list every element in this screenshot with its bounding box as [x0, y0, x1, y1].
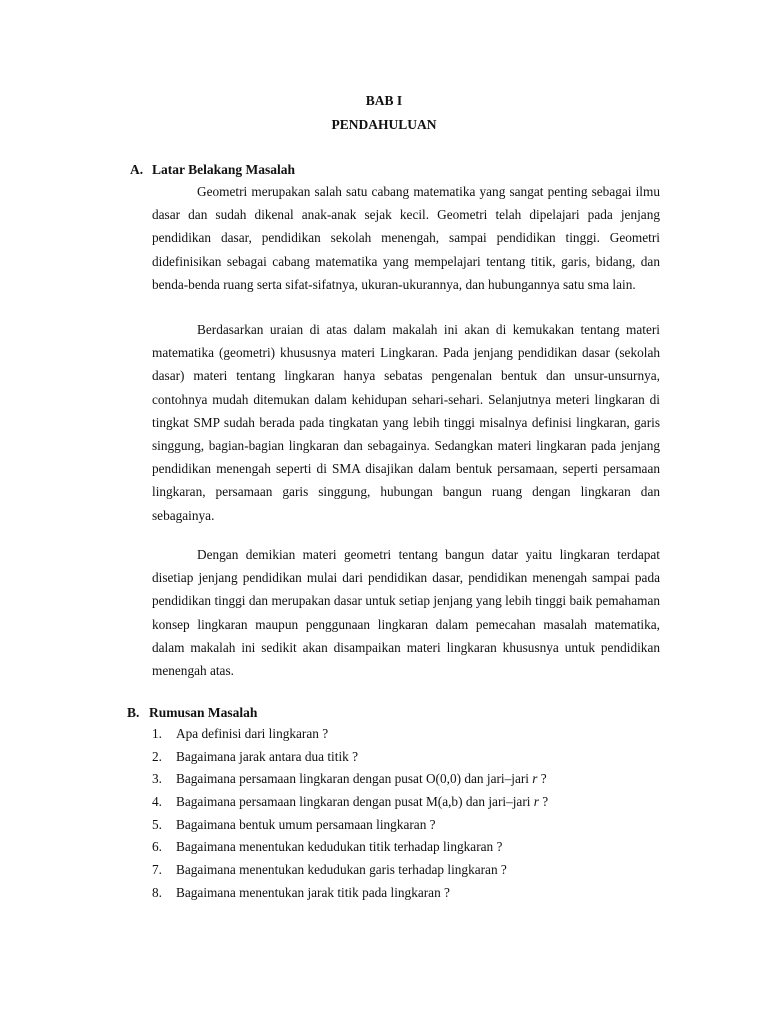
section-b-heading — [127, 705, 257, 721]
list-item-text: Bagaimana persamaan lingkaran dengan pusat O(0,0) dan jari–jari — [176, 771, 533, 787]
chapter-number: BAB I — [365, 93, 403, 108]
list-item — [152, 770, 672, 793]
list-item-number: 1. — [152, 726, 162, 741]
list-item-number: 6. — [152, 839, 162, 855]
section-b-label: B. — [127, 705, 140, 720]
list-item-end: ? — [538, 794, 549, 810]
paragraph-3: Dengan demikian materi geometri tentang bangun datar yaitu lingkaran terdapat disetiap jenjang pendidikan mulai dari pendidikan dasar, pendidikan menengah sampai pada pendidikan tinggi dan merupakan dasar untuk setiap jenjang yang lebih tinggi baik pemahaman konsep lingkaran maupun penggunaan lingkaran dalam pemecahan masalah matematika, dalam makalah ini sedikit akan disampaikan materi lingkaran khususnya untuk pendidikan menengah atas. — [152, 547, 660, 679]
list-item-variable: r — [533, 794, 539, 810]
list-item — [152, 793, 672, 816]
list-item-text: Bagaimana persamaan lingkaran dengan pusat M(a,b) dan jari–jari — [176, 794, 534, 810]
list-item-number: 2. — [152, 748, 162, 764]
list-item-number: 4. — [152, 794, 162, 810]
list-item-text: Bagaimana bentuk umum persamaan lingkaran ? — [176, 816, 436, 832]
list-item — [152, 725, 672, 748]
list-item-text: Bagaimana menentukan kedudukan garis terhadap lingkaran ? — [176, 862, 507, 878]
paragraph-2: Berdasarkan uraian di atas dalam makalah ini akan di kemukakan tentang materi matematika (geometri) khususnya materi Lingkaran. Pada jenjang pendidikan dasar (sekolah dasar) materi tentang lingkaran hanya sebatas pengenalan bentuk dan unsur-unsurnya, contohnya mudah ditemukan dalam kehidupan sehari-sehari. Selanjutnya meteri lingkaran di tingkat SMP sudah berada pada tingkatan yang lebih tinggi misalnya definisi lingkaran, garis singgung, bagian-bagian lingkaran dan sebagainya. Sedangkan materi lingkaran pada jenjang pendidikan menengah seperti di SMA disajikan dalam bentuk persamaan, seperti persamaan lingkaran, persamaan garis singgung, hubungan bangun ruang dengan lingkaran dan sebagainya. — [152, 322, 660, 523]
list-item-number: 8. — [152, 884, 162, 900]
list-item-text: Bagaimana menentukan kedudukan titik terhadap lingkaran ? — [176, 839, 503, 855]
list-item-number: 5. — [152, 816, 162, 832]
list-item-number: 3. — [152, 771, 162, 787]
list-item — [152, 838, 672, 861]
problem-list — [152, 725, 672, 907]
list-item — [152, 884, 672, 907]
section-a-label: A. — [130, 162, 144, 177]
chapter-title: PENDAHULUAN — [331, 117, 437, 132]
list-item — [152, 748, 672, 771]
section-b-title: Rumusan Masalah — [149, 705, 258, 720]
list-item-number: 7. — [152, 862, 162, 878]
list-item-end: ? — [537, 771, 547, 787]
paragraph-1: Geometri merupakan salah satu cabang matematika yang sangat penting sebagai ilmu dasar dan sudah dikenal anak-anak sejak kecil. Geometri telah dipelajari pada jenjang pendidikan dasar, pendidikan sekolah menengah, sampai pendidikan tinggi. Geometri didefinisikan sebagai cabang matematika yang mempelajari tentang titik, garis, bidang, dan benda-benda ruang serta sifat-sifatnya, ukuran-ukurannya, dan hubungannya satu sma lain. — [152, 184, 660, 292]
list-item — [152, 861, 672, 884]
list-item-variable: r — [532, 771, 538, 787]
list-item-text: Bagaimana jarak antara dua titik ? — [176, 748, 359, 764]
list-item-text: Apa definisi dari lingkaran ? — [176, 726, 329, 741]
section-a-title: Latar Belakang Masalah — [152, 162, 296, 177]
list-item — [152, 816, 672, 839]
section-a-heading — [130, 162, 295, 178]
list-item-text: Bagaimana menentukan jarak titik pada lingkaran ? — [176, 884, 450, 900]
